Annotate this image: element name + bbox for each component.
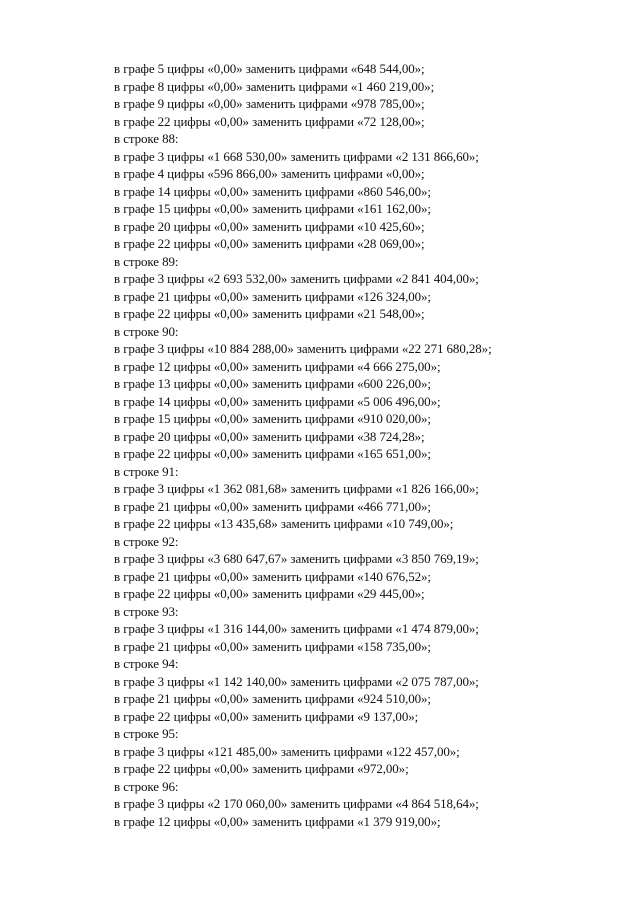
row-heading-line: в строке 91:: [114, 463, 179, 479]
amendment-line: в графе 12 цифры «0,00» заменить цифрами «1 379 919,00»;: [114, 813, 441, 829]
amendment-line: в графе 12 цифры «0,00» заменить цифрами «4 666 275,00»;: [114, 358, 441, 374]
amendment-line: в графе 22 цифры «0,00» заменить цифрами «972,00»;: [114, 761, 409, 776]
row-heading-line: в строке 93:: [114, 603, 179, 619]
amendment-line: в графе 22 цифры «13 435,68» заменить цифрами «10 749,00»;: [114, 516, 454, 531]
amendment-line: в графе 15 цифры «0,00» заменить цифрами «161 162,00»;: [114, 201, 431, 216]
amendment-line: в графе 22 цифры «0,00» заменить цифрами «72 128,00»;: [114, 113, 425, 129]
amendment-line: в графе 5 цифры «0,00» заменить цифрами «648 544,00»;: [114, 61, 425, 76]
amendment-line: в графе 3 цифры «1 316 144,00» заменить цифрами «1 474 879,00»;: [114, 621, 479, 636]
amendment-line: в графе 13 цифры «0,00» заменить цифрами «600 226,00»;: [114, 376, 431, 391]
amendment-line: в графе 21 цифры «0,00» заменить цифрами «924 510,00»;: [114, 691, 431, 706]
amendment-line: в графе 9 цифры «0,00» заменить цифрами «978 785,00»;: [114, 96, 425, 111]
amendment-line: в графе 3 цифры «10 884 288,00» заменить цифрами «22 271 680,28»;: [114, 341, 492, 356]
amendment-line: в графе 22 цифры «0,00» заменить цифрами «165 651,00»;: [114, 446, 431, 461]
amendment-line: в графе 3 цифры «1 142 140,00» заменить цифрами «2 075 787,00»;: [114, 673, 479, 689]
amendment-line: в графе 3 цифры «2 170 060,00» заменить цифрами «4 864 518,64»;: [114, 796, 479, 811]
amendment-line: в графе 20 цифры «0,00» заменить цифрами «10 425,60»;: [114, 218, 425, 234]
amendment-line: в графе 8 цифры «0,00» заменить цифрами «1 460 219,00»;: [114, 78, 435, 94]
amendment-line: в графе 22 цифры «0,00» заменить цифрами «21 548,00»;: [114, 306, 425, 321]
row-heading-line: в строке 96:: [114, 778, 179, 794]
document-body: [114, 60, 594, 830]
amendment-line: в графе 3 цифры «121 485,00» заменить цифрами «122 457,00»;: [114, 743, 460, 759]
amendment-line: в графе 4 цифры «596 866,00» заменить цифрами «0,00»;: [114, 166, 425, 181]
amendment-line: в графе 3 цифры «1 362 081,68» заменить цифрами «1 826 166,00»;: [114, 481, 479, 496]
amendment-line: в графе 14 цифры «0,00» заменить цифрами «5 006 496,00»;: [114, 393, 441, 409]
amendment-line: в графе 21 цифры «0,00» заменить цифрами «158 735,00»;: [114, 638, 431, 654]
row-heading-line: в строке 92:: [114, 533, 179, 549]
row-heading-line: в строке 95:: [114, 726, 179, 741]
amendment-line: в графе 21 цифры «0,00» заменить цифрами «126 324,00»;: [114, 288, 431, 304]
amendment-line: в графе 21 цифры «0,00» заменить цифрами «140 676,52»;: [114, 568, 431, 584]
amendment-line: в графе 14 цифры «0,00» заменить цифрами «860 546,00»;: [114, 183, 431, 199]
amendment-line: в графе 3 цифры «3 680 647,67» заменить цифрами «3 850 769,19»;: [114, 551, 479, 566]
row-heading-line: в строке 94:: [114, 656, 179, 671]
amendment-line: в графе 22 цифры «0,00» заменить цифрами «29 445,00»;: [114, 586, 425, 601]
amendment-line: в графе 15 цифры «0,00» заменить цифрами «910 020,00»;: [114, 411, 431, 426]
amendment-line: в графе 22 цифры «0,00» заменить цифрами «9 137,00»;: [114, 708, 419, 724]
row-heading-line: в строке 88:: [114, 131, 179, 146]
row-heading-line: в строке 89:: [114, 253, 179, 269]
amendment-line: в графе 20 цифры «0,00» заменить цифрами «38 724,28»;: [114, 428, 425, 444]
amendment-line: в графе 3 цифры «2 693 532,00» заменить цифрами «2 841 404,00»;: [114, 271, 479, 286]
amendment-line: в графе 3 цифры «1 668 530,00» заменить цифрами «2 131 866,60»;: [114, 148, 479, 164]
amendment-line: в графе 21 цифры «0,00» заменить цифрами «466 771,00»;: [114, 498, 431, 514]
row-heading-line: в строке 90:: [114, 323, 179, 339]
amendment-line: в графе 22 цифры «0,00» заменить цифрами «28 069,00»;: [114, 236, 425, 251]
